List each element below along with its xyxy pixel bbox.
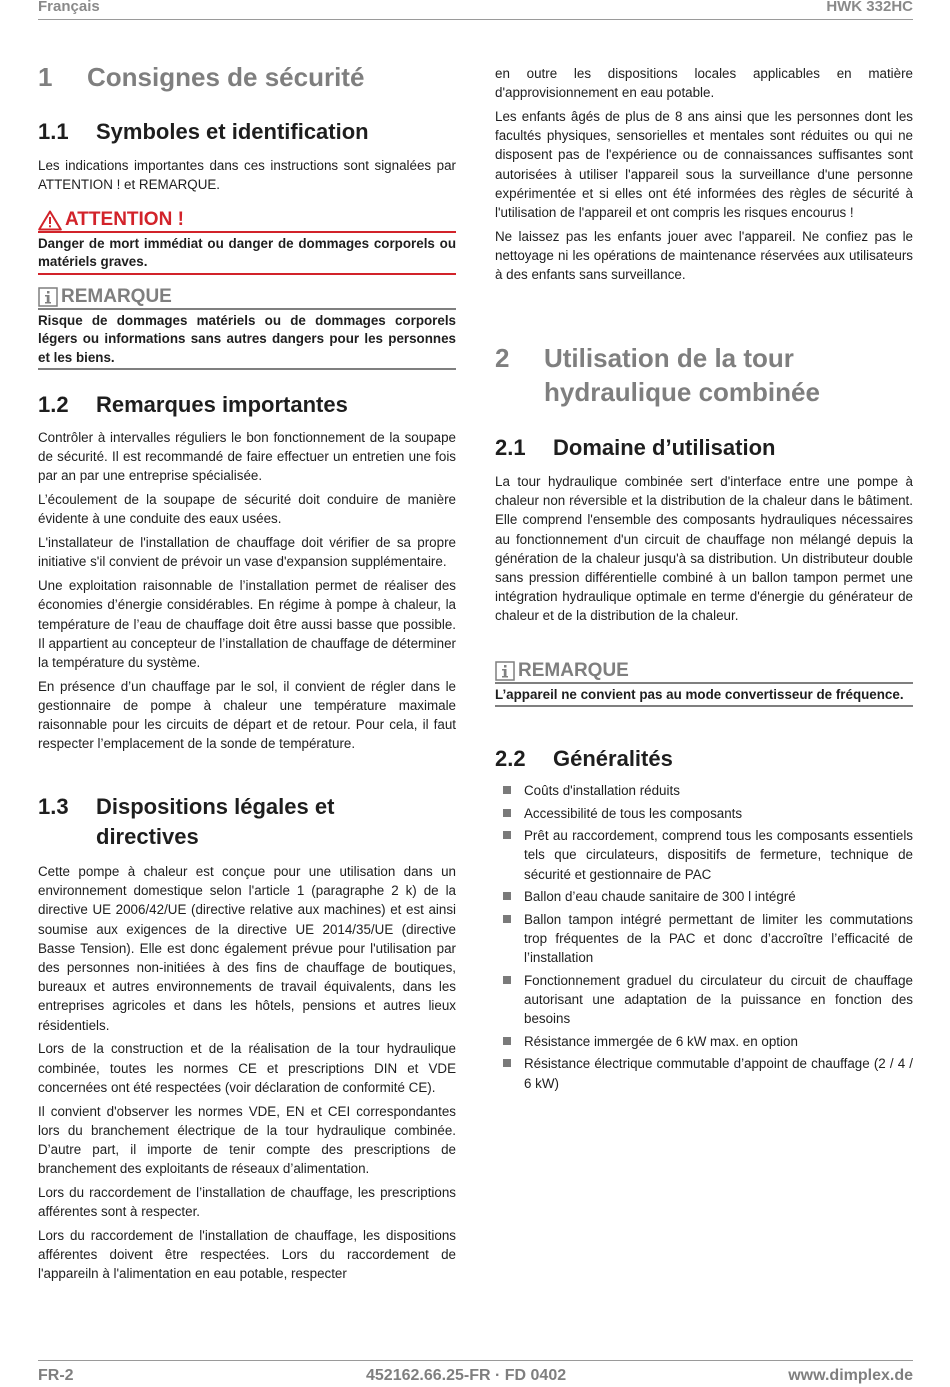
section-title-line-1: Dispositions légales et bbox=[96, 794, 335, 819]
list-item bbox=[495, 1032, 913, 1051]
remarque-bottom-rule bbox=[38, 368, 456, 370]
section-2-1-heading bbox=[495, 433, 913, 463]
paragraph: L'installateur de l'installation de chauffage doit vérifier de sa propre initiative s'il convient de prévoir un vase d'expansion supplémentaire. bbox=[38, 535, 456, 570]
footer-page-number: FR-2 bbox=[38, 1367, 74, 1384]
bullet-square-icon bbox=[503, 892, 511, 900]
paragraph: Lors du raccordement de l'installation de chauffage, les dispositions afférentes doivent être respectées. Lors du raccordement de l'appareiln à l'alimentation en eau potable, respecter bbox=[38, 1228, 456, 1282]
section-number: 1.2 bbox=[38, 392, 69, 417]
list-item bbox=[495, 910, 913, 968]
attention-bottom-rule bbox=[38, 273, 456, 275]
list-item-text: Résistance électrique commutable d’appoint de chauffage (2 / 4 / 6 kW) bbox=[524, 1056, 913, 1091]
header-language: Français bbox=[38, 0, 100, 15]
list-item bbox=[495, 781, 913, 800]
attention-note bbox=[38, 209, 456, 275]
section-1-3-heading bbox=[38, 792, 456, 852]
bullet-square-icon bbox=[503, 976, 511, 984]
section-number: 2.1 bbox=[495, 435, 526, 460]
section-number: 1 bbox=[38, 62, 53, 92]
remarque-label: REMARQUE bbox=[61, 286, 172, 307]
remarque-label: REMARQUE bbox=[518, 660, 629, 681]
section-2-heading bbox=[495, 341, 913, 409]
remarque-title bbox=[495, 660, 913, 682]
remarque-title bbox=[38, 286, 456, 308]
info-i-icon bbox=[495, 661, 515, 681]
paragraph: Ne laissez pas les enfants jouer avec l'appareil. Ne confiez pas le nettoyage ni les opérations de maintenance réservées aux utilisateurs à des enfants sans surveillance. bbox=[495, 228, 913, 283]
footer-divider bbox=[38, 1360, 913, 1361]
section-number: 2 bbox=[495, 343, 510, 373]
remarque-note-2 bbox=[495, 660, 913, 707]
section-2-2-heading bbox=[495, 744, 913, 774]
section-title-line-2: directives bbox=[96, 824, 199, 849]
warning-triangle-icon bbox=[38, 210, 62, 231]
paragraph: Il convient d'observer les normes VDE, EN et CEI correspondantes lors du branchement électrique de la tour hydraulique combinée. D’autre part, il importe de tenir compte des prescriptions de branchement des exploitants de réseaux d’alimentation. bbox=[38, 1103, 456, 1177]
bullet-square-icon bbox=[503, 1059, 511, 1067]
section-title: Domaine d’utilisation bbox=[553, 435, 776, 460]
section-1-1-body bbox=[38, 156, 456, 194]
paragraph: Contrôler à intervalles réguliers le bon fonctionnement de la soupape de sécurité. Il est recommandé de faire effectuer un entretien une fois par an par une entreprise spécialisée. bbox=[38, 430, 456, 484]
remarque-bottom-rule bbox=[495, 705, 913, 707]
bullet-square-icon bbox=[503, 831, 511, 839]
paragraph: Lors du raccordement de l’installation de chauffage, les prescriptions afférentes sont à respecter. bbox=[38, 1185, 456, 1220]
list-item bbox=[495, 826, 913, 884]
section-title-line-2: hydraulique combinée bbox=[544, 377, 820, 407]
bullet-square-icon bbox=[503, 786, 511, 794]
attention-title bbox=[38, 209, 456, 231]
section-number: 1.3 bbox=[38, 794, 69, 819]
section-2-1-body bbox=[495, 472, 913, 626]
section-1-1-heading bbox=[38, 117, 456, 147]
section-1-3-continued bbox=[495, 64, 913, 284]
list-item bbox=[495, 887, 913, 906]
section-1-3-body bbox=[38, 862, 456, 1284]
list-item-text: Fonctionnement graduel du circulateur du circuit de chauffage autorisant une adaptation de la puissance en fonction des besoins bbox=[524, 972, 913, 1027]
paragraph: Une exploitation raisonnable de l’installation permet de réaliser des économies d’énergie considérables. En régime à pompe à chaleur, la température de l’eau de chauffage doit être aussi basse que possible. Il appartient au concepteur de l’installation de chauffage de déterminer la température du système. bbox=[38, 578, 456, 671]
attention-text: Danger de mort immédiat ou danger de dommages corporels ou matériels graves. bbox=[38, 236, 456, 270]
bullet-square-icon bbox=[503, 915, 511, 923]
list-item-text: Ballon d’eau chaude sanitaire de 300 l intégré bbox=[524, 889, 796, 905]
section-title: Remarques importantes bbox=[96, 392, 348, 417]
list-item bbox=[495, 1054, 913, 1092]
section-number: 1.1 bbox=[38, 119, 69, 144]
list-item bbox=[495, 804, 913, 823]
footer-website: www.dimplex.de bbox=[788, 1367, 913, 1384]
paragraph: En présence d’un chauffage par le sol, il convient de régler dans le gestionnaire de pompe à chaleur une température maximale raisonnable pour les circuits de départ et de retour. Pour cela, il faut respecter l’emplacement de la sonde de température. bbox=[38, 678, 456, 752]
list-item-text: Prêt au raccordement, comprend tous les composants essentiels tels que circulateurs, dispositifs de fermeture, technique de sécurité et gestionnaire de PAC bbox=[524, 828, 913, 882]
section-1-heading bbox=[38, 60, 456, 94]
paragraph: Les indications importantes dans ces instructions sont signalées par ATTENTION ! et REMARQUE. bbox=[38, 158, 456, 193]
list-item-text: Résistance immergée de 6 kW max. en option bbox=[524, 1033, 798, 1049]
header-model: HWK 332HC bbox=[826, 0, 913, 15]
bullet-square-icon bbox=[503, 809, 511, 817]
section-title-line-1: Utilisation de la tour bbox=[544, 343, 794, 373]
bullet-square-icon bbox=[503, 1037, 511, 1045]
list-item-text: Accessibilité de tous les composants bbox=[524, 805, 743, 821]
features-list bbox=[495, 781, 913, 1096]
remarque-text: L’appareil ne convient pas au mode convertisseur de fréquence. bbox=[495, 687, 904, 702]
remarque-text: Risque de dommages matériels ou de dommages corporels légers ou informations sans autres dangers pour les personnes et les biens. bbox=[38, 313, 456, 365]
section-1-2-body bbox=[38, 428, 456, 754]
attention-label: ATTENTION ! bbox=[65, 209, 184, 230]
info-i-icon bbox=[38, 287, 58, 307]
section-1-2-heading bbox=[38, 390, 456, 420]
paragraph: Cette pompe à chaleur est conçue pour une utilisation dans un environnement domestique selon l'article 1 (paragraphe 2 k) de la directive UE 2006/42/UE (directive relative aux machines) et est ainsi soumise aux exigences de la directive UE 2014/35/UE (directive Basse Tension). Elle est donc également prévue pour l'utilisation par des personnes non-initiées à des fins de chauffage de boutiques, bureaux et autres environnements de travail équivalents, dans les entreprises agricoles et dans les hôtels, pensions et autres lieux résidentiels. bbox=[38, 864, 456, 1033]
list-item-text: Ballon tampon intégré permettant de limiter les commutations trop fréquentes de la PAC et donc d’accroître l’efficacité de l’installation bbox=[524, 911, 913, 966]
list-item bbox=[495, 971, 913, 1029]
paragraph: Lors de la construction et de la réalisation de la tour hydraulique combinée, toutes les normes CE et prescriptions DIN et VDE concernées ont été respectées (voir déclaration de conformité CE). bbox=[38, 1041, 456, 1095]
footer-doc-reference: 452162.66.25-FR · FD 0402 bbox=[366, 1367, 567, 1384]
section-title: Consignes de sécurité bbox=[87, 62, 365, 92]
section-number: 2.2 bbox=[495, 746, 526, 771]
paragraph: L’écoulement de la soupape de sécurité doit conduire de manière évidente à une conduite des eaux usées. bbox=[38, 492, 456, 527]
paragraph: en outre les dispositions locales applicables en matière d'approvisionnement en eau potable. bbox=[495, 66, 913, 101]
remarque-note bbox=[38, 286, 456, 370]
list-item-text: Coûts d'installation réduits bbox=[524, 783, 680, 798]
section-title: Symboles et identification bbox=[96, 119, 369, 144]
paragraph: La tour hydraulique combinée sert d'interface entre une pompe à chaleur non réversible et la distribution de la chaleur dans le bâtiment. Elle comprend l'ensemble des composants hydrauliques nécessaires au fonctionnement d'un circuit de chauffage non mélangé depuis la génération de la chaleur jusqu'à sa distribution. Un distributeur double sans pression différentielle combiné à un ballon tampon permet une intégration hydraulique optimale en terme d'énergie du générateur de chaleur et de la distribution de la chaleur. bbox=[495, 474, 913, 624]
header-divider bbox=[38, 19, 913, 20]
section-title: Généralités bbox=[553, 746, 673, 771]
paragraph: Les enfants âgés de plus de 8 ans ainsi que les personnes dont les facultés physiques, sensorielles et mentales sont réduites ou qui ne disposent pas de l'expérience ou de connaissances suffisantes sont autorisées à utiliser l'appareil sous la surveillance d'une personne expérimentée et si elles ont été informées des règles de sécurité à l'utilisation de l'appareil et ont compris les risques encourus ! bbox=[495, 109, 913, 221]
